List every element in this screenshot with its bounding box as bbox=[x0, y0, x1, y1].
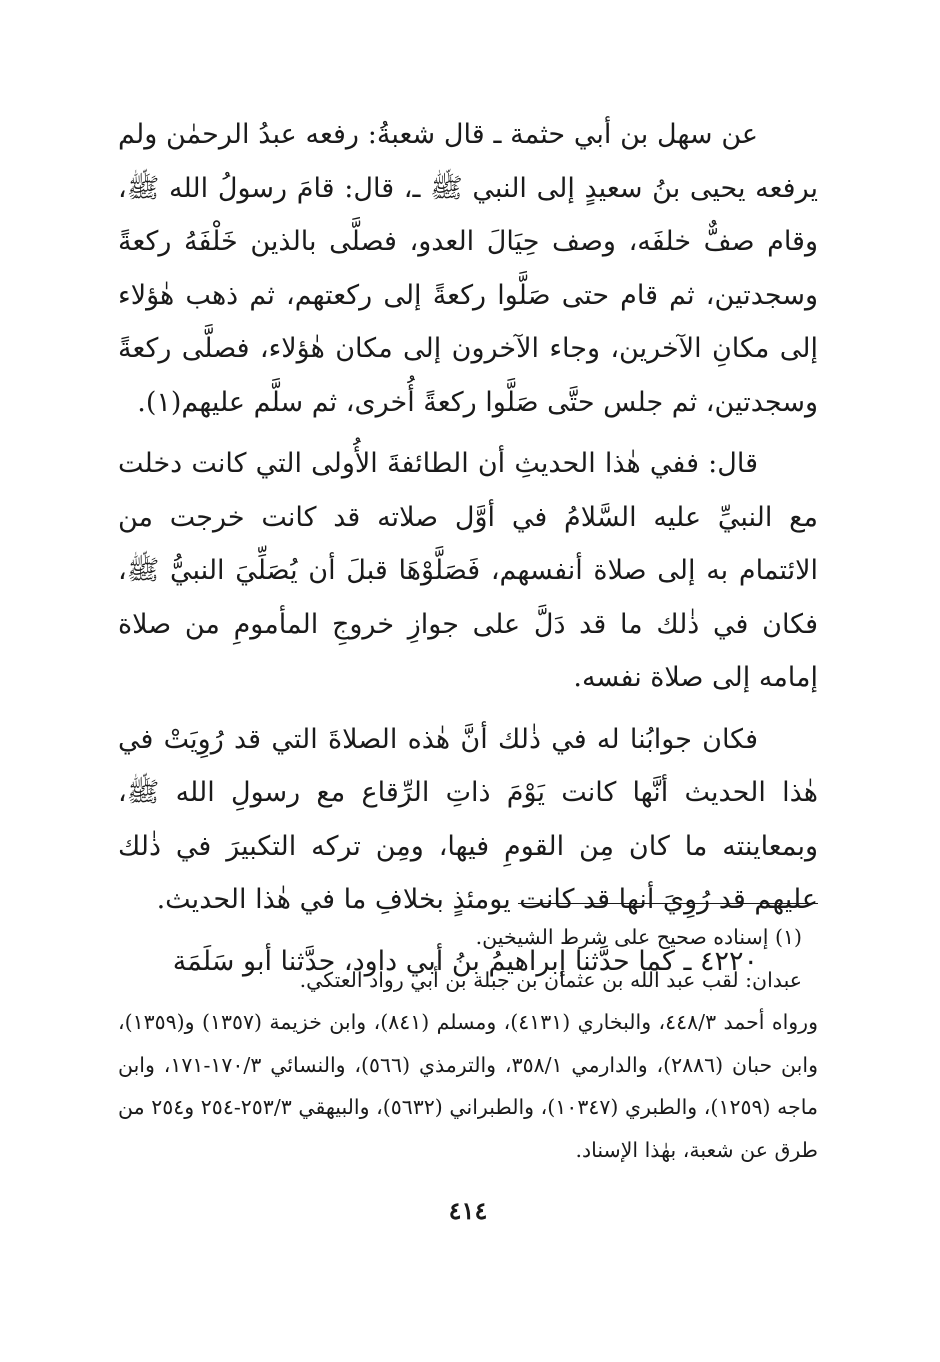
reply-paragraph: فكان جوابُنا له في ذٰلك أنَّ هٰذه الصلاةَ التي قد رُوِيَتْ في هٰذا الحديث أنَّها كانت يَوْمَ ذاتِ الرِّقاع مع رسولِ الله ﷺ، وبمعاينته ما كان مِن القومِ فيها، ومِن تركه التكبيرَ في ذٰلك عليهم قد رُوِيَ أنها قد كانت يومئذٍ بخلافِ ما في هٰذا الحديث. bbox=[118, 723, 818, 915]
commentary-paragraph: قال: ففي هٰذا الحديثِ أن الطائفةَ الأُولى التي كانت دخلت مع النبيِّ عليه السَّلامُ في أوَّل صلاته قد كانت خرجت من الائتمام به إلى صلاة أنفسهم، فَصَلَّوْهَا قبلَ أن يُصَلِّيَ النبيُّ ﷺ، فكان في ذٰلك ما قد دَلَّ على جوازِ خروجِ المأمومِ من صلاة إمامه إلى صلاة نفسه. bbox=[118, 448, 818, 693]
footnote-1: (١) إسناده صحيح على شرط الشيخين. bbox=[475, 925, 802, 949]
page-number: ٤١٤ bbox=[448, 1196, 488, 1225]
main-text bbox=[118, 108, 818, 988]
footnote-separator bbox=[518, 903, 818, 904]
footnotes bbox=[118, 916, 818, 1171]
footnote-takhrij: ورواه أحمد ٤٤٨/٣، والبخاري (٤١٣١)، ومسلم (٨٤١)، وابن خزيمة (١٣٥٧) و(١٣٥٩)، وابن حبان (٢٨٨٦)، والدارمي ٣٥٨/١، والترمذي (٥٦٦)، والنسائي ١٧٠/٣-١٧١، وابن ماجه (١٢٥٩)، والطبري (١٠٣٤٧)، والطبراني (٥٦٣٢)، والبيهقي ٢٥٣/٣-٢٥٤ و٢٥٤ من طرق عن شعبة، بهٰذا الإسناد. bbox=[118, 1010, 818, 1162]
hadith-4220-paragraph: ٤٢٢٠ ـ كما حدَّثنا إبراهيمُ بنُ أبي داود، حدَّثنا أبو سَلَمَة bbox=[172, 945, 758, 977]
book-page bbox=[118, 108, 818, 1258]
footnote-abdan-note: عبدان: لقب عبد الله بن عثمان بن جبلة بن أبي رواد العتكي. bbox=[299, 967, 802, 992]
hadith-paragraph: عن سهل بن أبي حثمة ـ قال شعبةُ: رفعه عبدُ الرحمٰن ولم يرفعه يحيى بنُ سعيدٍ إلى النبي ﷺ ـ، قال: قامَ رسولُ الله ﷺ، وقام صفٌّ خلفَه، وصف حِيَالَ العدو، فصلَّى بالذين خَلْفَهُ ركعةً وسجدتين، ثم قام حتى صَلَّوا ركعةً إلى ركعتهم، ثم ذهب هٰؤلاء إلى مكانِ الآخرين، وجاء الآخرون إلى مكان هٰؤلاء، فصلَّى ركعةً وسجدتين، ثم جلس حتَّى صَلَّوا ركعةً أُخرى، ثم سلَّم عليهم(١). bbox=[118, 119, 818, 418]
